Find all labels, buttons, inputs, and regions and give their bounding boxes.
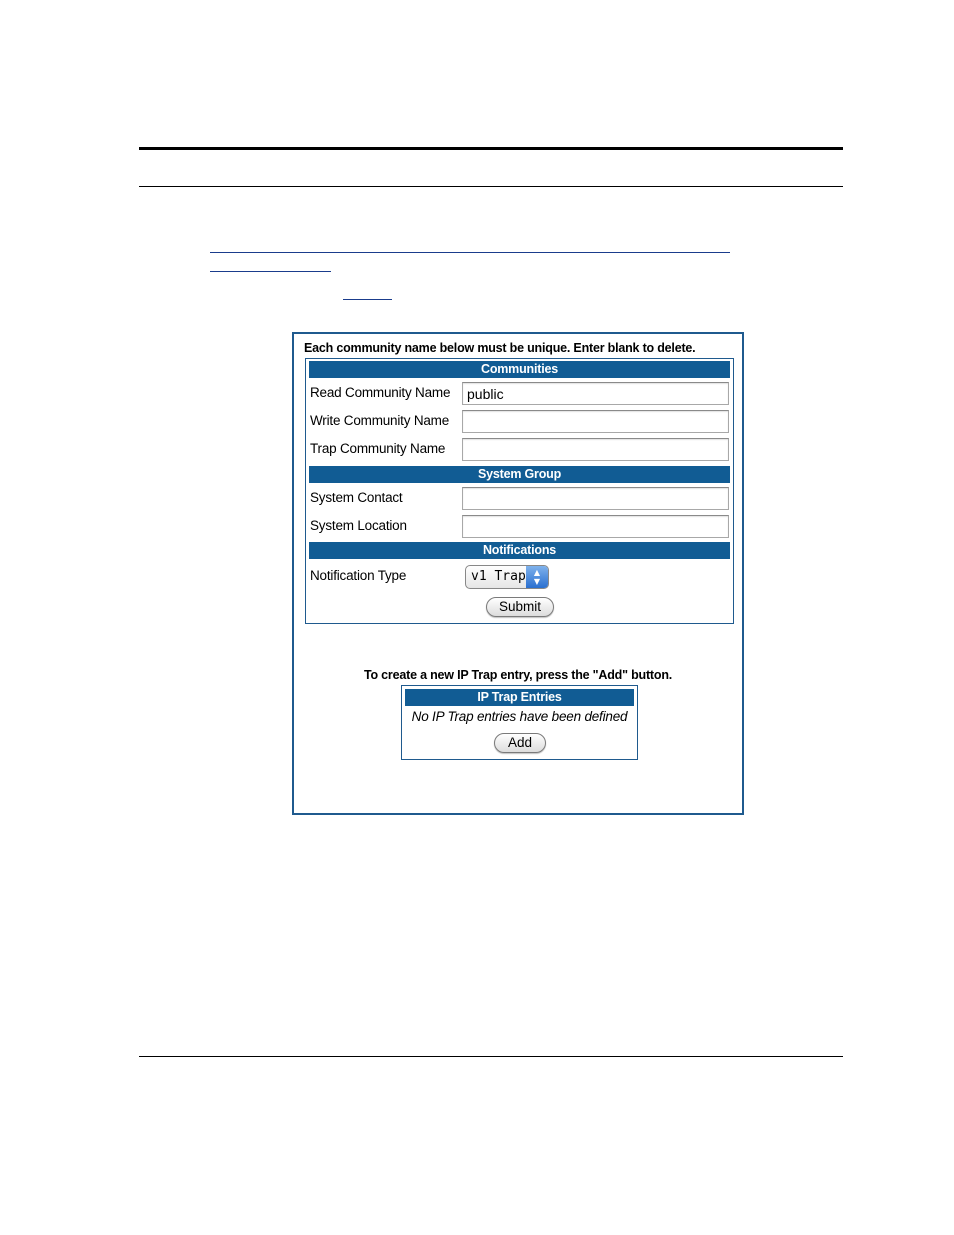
- link-underline-3[interactable]: [343, 299, 392, 300]
- trap-intro-text: To create a new IP Trap entry, press the "Add" button.: [363, 668, 673, 682]
- header-rule-thin: [139, 186, 843, 187]
- notification-type-select[interactable]: [465, 565, 549, 589]
- system-contact-label: System Contact: [310, 490, 403, 505]
- trap-community-input[interactable]: [462, 438, 729, 461]
- footer-rule: [139, 1056, 843, 1057]
- link-underline-1[interactable]: [210, 252, 730, 253]
- section-header-ip-trap-entries: IP Trap Entries: [405, 689, 634, 706]
- ip-trap-box: [401, 685, 638, 760]
- section-header-system-group: System Group: [309, 466, 730, 483]
- section-header-communities: Communities: [309, 361, 730, 378]
- link-underline-2[interactable]: [210, 271, 331, 272]
- system-location-input[interactable]: [462, 515, 729, 538]
- system-contact-input[interactable]: [462, 487, 729, 510]
- snmp-form: [305, 358, 734, 624]
- read-community-input[interactable]: [462, 382, 729, 405]
- header-rule-thick: [139, 147, 843, 150]
- system-location-label: System Location: [310, 518, 407, 533]
- write-community-label: Write Community Name: [310, 413, 450, 428]
- section-header-notifications: Notifications: [309, 542, 730, 559]
- intro-text: Each community name below must be unique. Enter blank to delete.: [304, 341, 696, 355]
- add-button[interactable]: Add: [494, 733, 546, 753]
- submit-button[interactable]: Submit: [486, 597, 554, 617]
- notification-type-label: Notification Type: [310, 568, 407, 583]
- write-community-input[interactable]: [462, 410, 729, 433]
- ip-trap-empty-message: No IP Trap entries have been defined: [411, 709, 628, 724]
- read-community-label: Read Community Name: [310, 385, 451, 400]
- trap-community-label: Trap Community Name: [310, 441, 446, 456]
- notification-type-value: v1 Trap: [471, 569, 526, 584]
- updown-arrows-icon: ▲ ▼: [526, 566, 548, 588]
